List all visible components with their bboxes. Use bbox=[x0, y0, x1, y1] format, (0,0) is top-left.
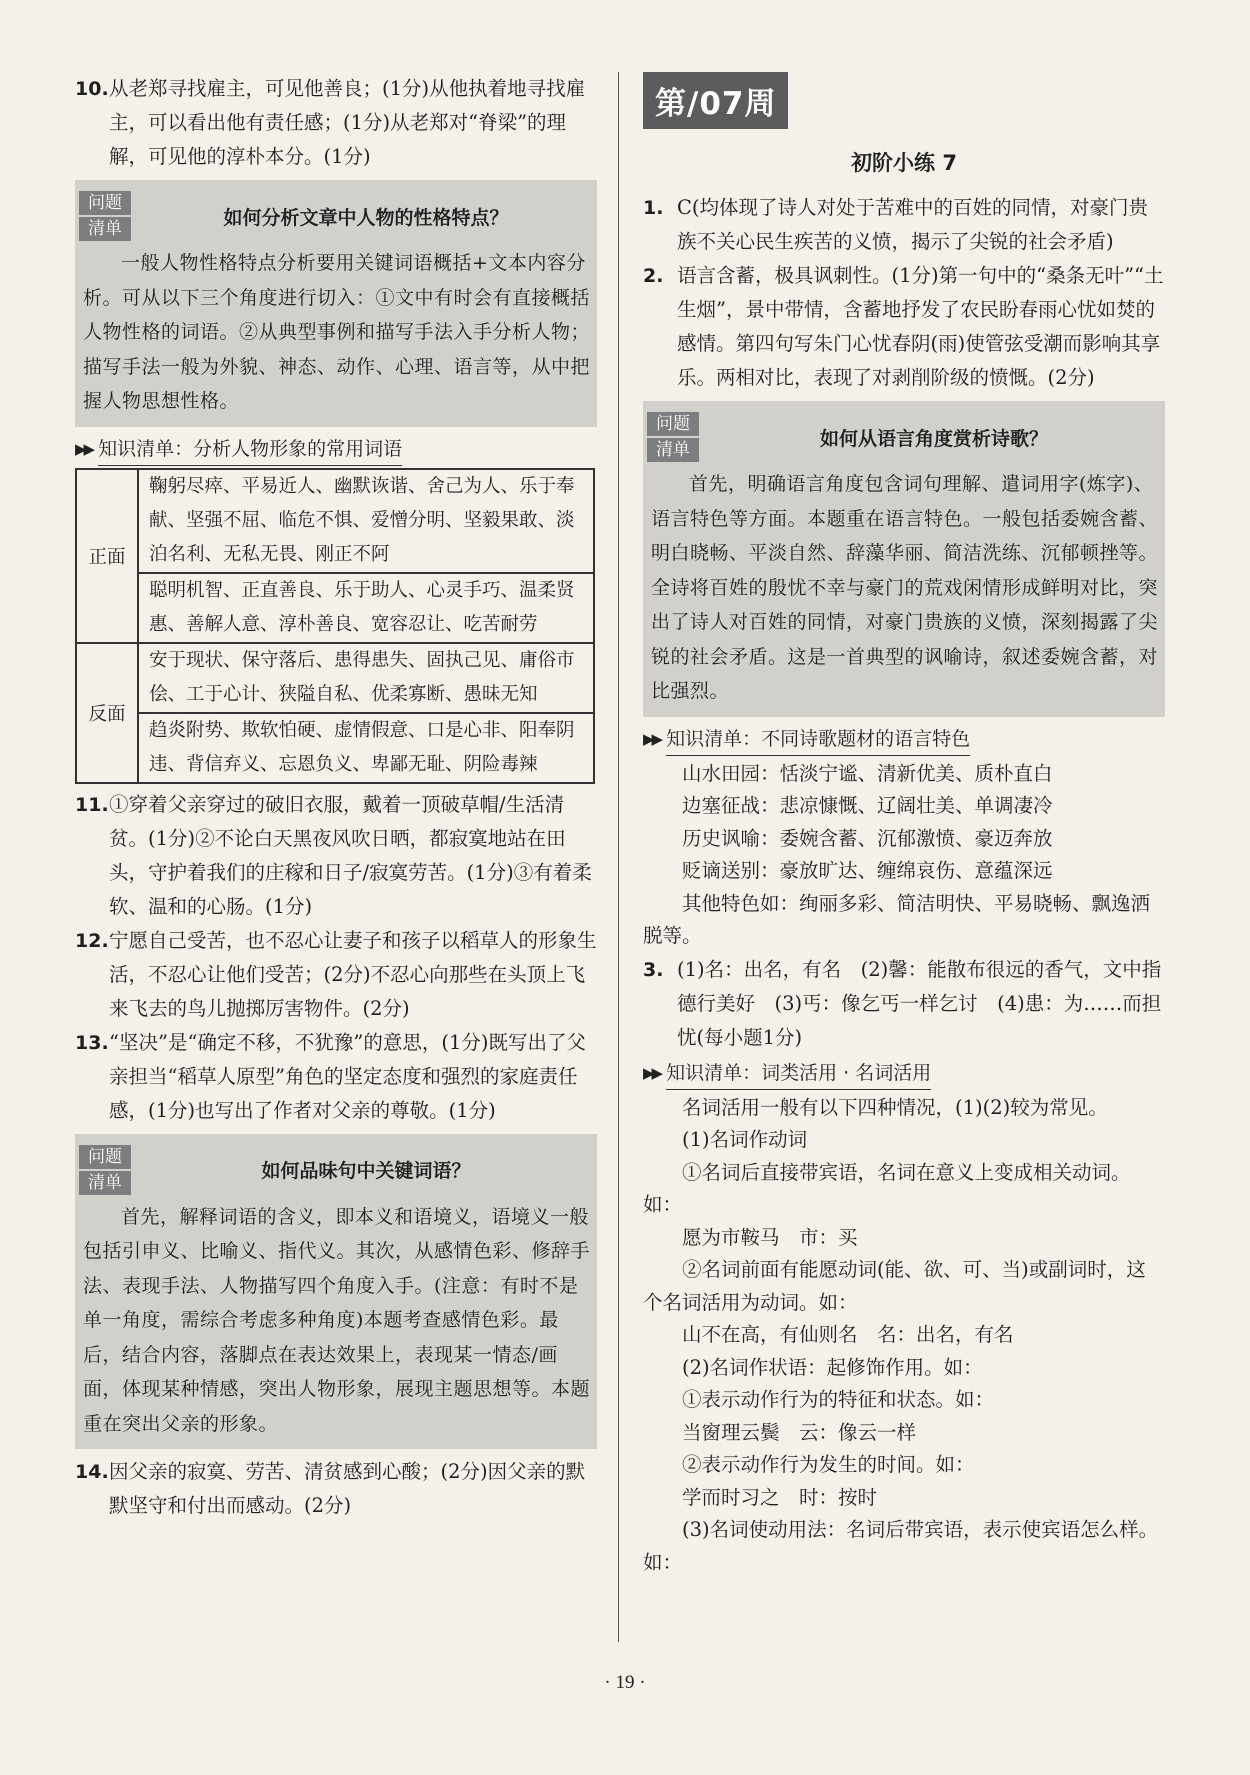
answer-14: 14. 因父亲的寂寞、劳苦、清贫感到心酸；(2分)因父亲的默默坚守和付出而感动。(2分) bbox=[75, 1460, 586, 1517]
list-item: (1)名词作动词 bbox=[682, 1128, 808, 1151]
question-list-badge: 问题 清单 bbox=[79, 191, 131, 241]
answer-10: 10. 从老郑寻找雇主，可见他善良；(1分)从他执着地寻找雇主，可以看出他有责任感；(1分)从老郑对“脊梁”的理解，可见他的淳朴本分。(1分) bbox=[75, 77, 586, 168]
list-item: 山水田园：恬淡宁谧、清新优美、质朴直白 bbox=[682, 761, 1053, 785]
question-box-poetry-language bbox=[643, 401, 1165, 717]
page-number: · 19 · bbox=[604, 1672, 646, 1693]
question-box-keywords bbox=[75, 1134, 597, 1450]
list-item: ①表示动作行为的特征和状态。如： bbox=[682, 1388, 995, 1411]
column-divider bbox=[618, 72, 619, 1642]
list-item: 边塞征战：悲凉慷慨、辽阔壮美、单调凄冷 bbox=[682, 794, 1053, 817]
list-item: 山不在高，有仙则名 名：出名，有名 bbox=[682, 1323, 1014, 1346]
table-cell: 安于现状、保守落后、患得患失、固执己见、庸俗市侩、工于心计、狭隘自私、优柔寡断、愚昧无知 bbox=[138, 643, 594, 713]
knowledge-list-heading: ▶▶ 知识清单：分析人物形象的常用词语 bbox=[75, 433, 597, 466]
answer-1: 1. C(均体现了诗人对处于苦难中的百姓的同情，对豪门贵族不关心民生疾苦的义愤，揭示了尖锐的社会矛盾) bbox=[643, 196, 1149, 253]
answer-13: 13. “坚决”是“确定不移，不犹豫”的意思，(1分)既写出了父亲担当“稻草人原型”角色的坚定态度和强烈的家庭责任感，(1分)也写出了作者对父亲的尊敬。(1分) bbox=[75, 1030, 586, 1122]
list-item: 历史讽喻：委婉含蓄、沉郁激愤、豪迈奔放 bbox=[682, 826, 1053, 850]
table-cell: 聪明机智、正直善良、乐于助人、心灵手巧、温柔贤惠、善解人意、淳朴善良、宽容忍让、吃苦耐劳 bbox=[138, 573, 594, 643]
double-arrow-icon: ▶▶ bbox=[643, 730, 661, 748]
list-item: 愿为市鞍马 市：买 bbox=[682, 1225, 858, 1249]
answer-12: 12. 宁愿自己受苦，也不忍心让妻子和孩子以稻草人的形象生活，不忍心让他们受苦；(2分)不忍心向那些在头顶上飞来飞去的鸟儿抛掷厉害物件。(2分) bbox=[75, 928, 597, 1020]
left-column bbox=[75, 72, 597, 1523]
list-item: 贬谪送别：豪放旷达、缠绵哀伤、意蕴深远 bbox=[682, 859, 1053, 882]
question-box-body: 首先，明确语言角度包含词句理解、遣词用字(炼字)、语言特色等方面。本题重在语言特色。一般包括委婉含蓄、明白晓畅、平淡自然、辞藻华丽、简洁洗练、沉郁顿挫等。全诗将百姓的殷忧不幸与豪门的荒戏闲情形成鲜明对比，突出了诗人对百姓的同情，对豪门贵族的义愤，深刻揭露了尖锐的社会矛盾。这是一首典型的讽喻诗，叙述委婉含蓄，对比强烈。 bbox=[651, 473, 1159, 702]
noun-usage-list bbox=[643, 1092, 1165, 1580]
list-item: ②名词前面有能愿动词(能、欲、可、当)或副词时，这个名词活用为动词。如： bbox=[643, 1258, 1146, 1314]
question-box-title: 如何从语言角度赏析诗歌？ bbox=[819, 427, 1048, 450]
poetry-language-list bbox=[643, 758, 1165, 953]
double-arrow-icon: ▶▶ bbox=[643, 1064, 661, 1082]
list-item: ①名词后直接带宾语，名词在意义上变成相关动词。如： bbox=[643, 1160, 1131, 1216]
question-box-title: 如何分析文章中人物的性格特点？ bbox=[223, 206, 509, 229]
knowledge-list-heading: ▶▶ 知识清单：不同诗歌题材的语言特色 bbox=[643, 723, 1165, 756]
answer-2: 2. 语言含蓄，极具讽刺性。(1分)第一句中的“桑条无叶”“土生烟”，景中带情，含蓄地抒发了农民盼春雨心忧如焚的感情。第四句写朱门心忧春阴(雨)使管弦受潮而影响其享乐。两相对比，表现了对剥削阶级的愤慨。(2分) bbox=[643, 264, 1164, 389]
knowledge-list-heading: ▶▶ 知识清单：词类活用 · 名词活用 bbox=[643, 1057, 1165, 1090]
double-arrow-icon: ▶▶ bbox=[75, 440, 93, 458]
list-item: ②表示动作行为发生的时间。如： bbox=[682, 1453, 975, 1476]
list-item: (2)名词作状语：起修饰作用。如： bbox=[682, 1355, 983, 1379]
question-box-body: 一般人物性格特点分析要用关键词语概括+文本内容分析。可从以下三个角度进行切入：①文中有时会有直接概括人物性格的词语。②从典型事例和描写手法入手分析人物；描写手法一般为外貌、神态、动作、心理、语言等，从中把握人物思想性格。 bbox=[83, 252, 591, 412]
answer-3: 3. (1)名：出名，有名 (2)馨：能散布很远的香气，文中指德行美好 (3)丐：像乞丐一样乞讨 (4)患：为……而担忧(每小题1分) bbox=[643, 957, 1162, 1049]
list-item: 其他特色如：绚丽多彩、简洁明快、平易晓畅、飘逸洒脱等。 bbox=[643, 891, 1151, 947]
question-list-badge: 问题 清单 bbox=[647, 412, 699, 462]
section-title: 初阶小练 7 bbox=[851, 151, 957, 175]
right-column bbox=[643, 72, 1165, 1579]
character-words-table bbox=[75, 468, 595, 784]
week-banner: 第/07周 bbox=[643, 72, 788, 129]
table-label-positive: 正面 bbox=[76, 469, 138, 643]
list-item: (3)名词使动用法：名词后带宾语，表示使宾语怎么样。如： bbox=[643, 1518, 1159, 1574]
question-box-body: 首先，解释词语的含义，即本义和语境义，语境义一般包括引申义、比喻义、指代义。其次，从感情色彩、修辞手法、表现手法、人物描写四个角度入手。(注意：有时不是单一角度，需综合考虑多种角度)本题考查感情色彩。最后，结合内容，落脚点在表达效果上，表现某一情态/画面，体现某种情感，突出人物形象，展现主题思想等。本题重在突出父亲的形象。 bbox=[83, 1205, 591, 1435]
question-box-title: 如何品味句中关键词语？ bbox=[261, 1160, 471, 1182]
table-label-negative: 反面 bbox=[76, 643, 138, 783]
table-cell: 趋炎附势、欺软怕硬、虚情假意、口是心非、阳奉阴违、背信弃义、忘恩负义、卑鄙无耻、阴险毒辣 bbox=[138, 713, 594, 783]
list-item: 学而时习之 时：按时 bbox=[682, 1485, 878, 1509]
answer-11: 11. ①穿着父亲穿过的破旧衣服，戴着一顶破草帽/生活清贫。(1分)②不论白天黑夜风吹日晒，都寂寞地站在田头，守护着我们的庄稼和日子/寂寞劳苦。(1分)③有着柔软、温和的心肠。(1分) bbox=[75, 792, 592, 918]
question-box-character bbox=[75, 180, 597, 427]
table-cell: 鞠躬尽瘁、平易近人、幽默诙谐、舍己为人、乐于奉献、坚强不屈、临危不惧、爱憎分明、坚毅果敢、淡泊名利、无私无畏、刚正不阿 bbox=[138, 469, 594, 573]
question-list-badge: 问题 清单 bbox=[79, 1145, 131, 1195]
list-item: 当窗理云鬓 云：像云一样 bbox=[682, 1420, 917, 1444]
list-item: 名词活用一般有以下四种情况，(1)(2)较为常见。 bbox=[682, 1095, 1108, 1119]
